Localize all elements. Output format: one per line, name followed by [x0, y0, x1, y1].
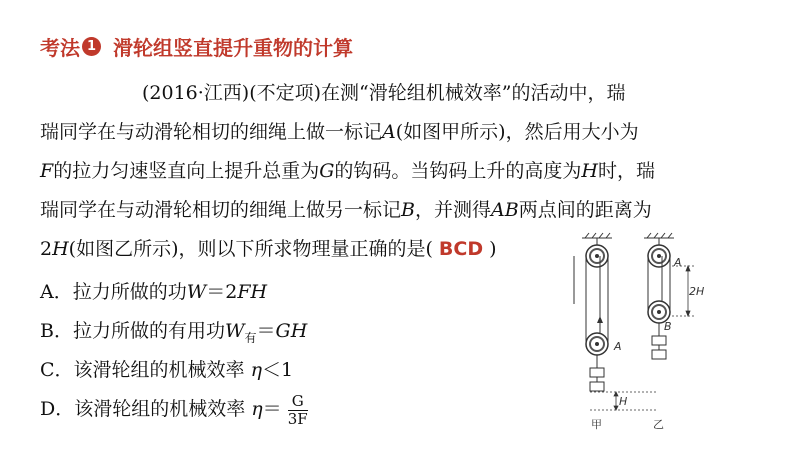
- option-text: ＝: [256, 320, 276, 342]
- variable-w: W: [224, 320, 245, 342]
- problem-text: 的拉力匀速竖直向上提升总重为: [53, 160, 320, 182]
- ceiling-left: [582, 233, 612, 238]
- variable-h: H: [581, 160, 598, 182]
- pulley-diagram: [560, 232, 710, 437]
- caption-yi: 乙: [653, 418, 664, 431]
- option-text: ＝2: [206, 281, 238, 303]
- option-d: [40, 390, 308, 429]
- problem-text: 瑞同学在与动滑轮相切的细绳上做一标记: [40, 121, 383, 143]
- problem-line-4: [40, 191, 768, 230]
- problem-line-3: [40, 152, 768, 191]
- label-h: H: [619, 395, 628, 408]
- answer-options: [40, 273, 308, 429]
- variable-a: A: [382, 121, 396, 143]
- variable-eta: η: [250, 359, 262, 381]
- label-b-right: B: [664, 320, 672, 333]
- variable-ab: AB: [491, 199, 519, 221]
- variable-h: H: [52, 238, 69, 260]
- label-2h: 2H: [689, 285, 705, 298]
- option-text: ＜1: [261, 359, 294, 381]
- option-text: A．拉力所做的功: [40, 281, 187, 303]
- variable-gh: GH: [275, 320, 308, 342]
- problem-text: 2: [40, 238, 53, 260]
- variable-fh: FH: [237, 281, 268, 303]
- fraction: [288, 393, 308, 428]
- variable-w: W: [186, 281, 207, 303]
- problem-text: (如图乙所示)，则以下所求物理量正确的是(: [68, 238, 433, 260]
- option-c: [40, 351, 308, 390]
- ropes-left: [574, 256, 608, 344]
- ceiling-right: [644, 233, 674, 238]
- problem-text: ，并测得: [414, 199, 491, 221]
- problem-text: 瑞同学在与动滑轮相切的细绳上做另一标记: [40, 199, 402, 221]
- weights-left: [590, 368, 604, 391]
- problem-text: 时，瑞: [597, 160, 655, 182]
- option-text: D．该滑轮组的机械效率: [40, 398, 246, 420]
- option-a: [40, 273, 308, 312]
- variable-g: G: [319, 160, 335, 182]
- pull-arrow-left: [597, 316, 603, 332]
- fraction-numerator: G: [288, 393, 308, 411]
- problem-text: ): [489, 238, 497, 260]
- problem-text: 两点间的距离为: [518, 199, 652, 221]
- caption-jia: 甲: [591, 418, 602, 431]
- method-number-badge: 1: [82, 37, 101, 56]
- problem-text: 的钩码。当钩码上升的高度为: [334, 160, 582, 182]
- answer-text: BCD: [438, 238, 484, 260]
- weights-right: [652, 336, 666, 359]
- problem-line-1: [40, 74, 768, 113]
- section-heading: [40, 32, 353, 61]
- heading-prefix: 考法: [40, 36, 80, 60]
- option-b: [40, 312, 308, 351]
- fraction-denominator: 3F: [287, 409, 308, 428]
- label-a-right: A: [674, 256, 682, 269]
- option-text: ＝: [262, 398, 282, 420]
- variable-b: B: [401, 199, 415, 221]
- fixed-pulley-left: [586, 238, 608, 267]
- heading-title: 滑轮组竖直提升重物的计算: [113, 36, 353, 60]
- subscript-useful: 有: [244, 330, 257, 345]
- option-text: B．拉力所做的有用功: [40, 320, 225, 342]
- problem-line-2: [40, 113, 768, 152]
- fixed-pulley-right: [648, 238, 670, 267]
- problem-text: (如图甲所示)，然后用大小为: [395, 121, 639, 143]
- variable-eta: η: [251, 398, 263, 420]
- problem-text: (2016·江西)(不定项)在测“滑轮组机械效率”的活动中，瑞: [142, 82, 626, 104]
- option-text: C．该滑轮组的机械效率: [40, 359, 245, 381]
- label-a-left: A: [614, 340, 622, 353]
- movable-pulley-left: [586, 333, 608, 368]
- variable-f: F: [40, 160, 54, 182]
